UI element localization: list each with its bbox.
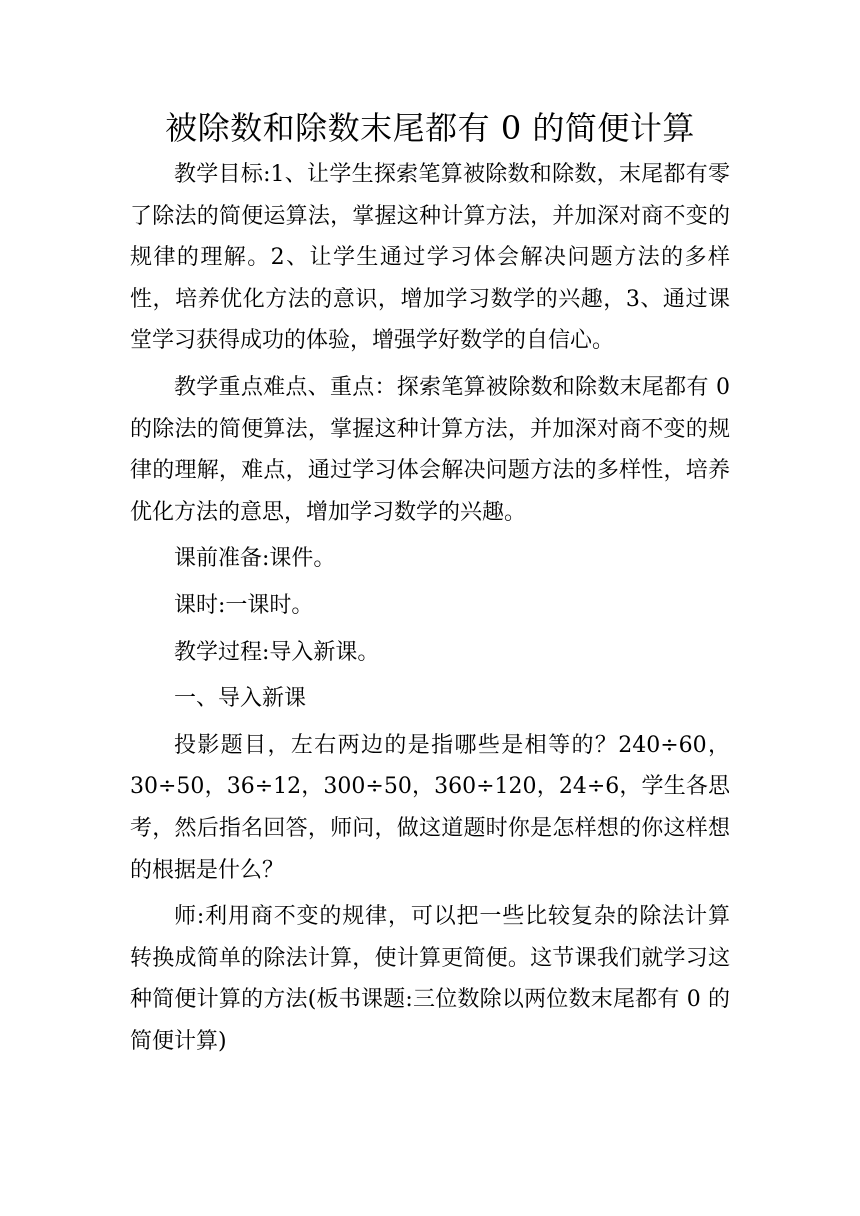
paragraph-teaching-goals: 教学目标:1、让学生探索笔算被除数和除数，末尾都有零了除法的简便运算法，掌握这种计算方法，并加深对商不变的规律的理解。2、让学生通过学习体会解决问题方法的多样性，培养优化方法的意识，增加学习数学的兴趣，3、通过课堂学习获得成功的体验，增强学好数学的自信心。 [130,162,730,354]
paragraph-teacher: 师:利用商不变的规律，可以把一些比较复杂的除法计算转换成简单的除法计算，使计算更简便。这节课我们就学习这种简便计算的方法(板书课题:三位数除以两位数末尾都有 0 的简便计算) [130,904,730,1054]
paragraph-class-hours: 课时:一课时。 [174,592,314,618]
section-heading-intro: 一、导入新课 [174,686,307,712]
paragraph-key-points: 教学重点难点、重点：探索笔算被除数和除数末尾都有 0 的除法的简便算法，掌握这种计算方法，并加深对商不变的规律的理解，难点，通过学习体会解决问题方法的多样性，培养优化方法的意思，增加学习数学的兴趣。 [130,374,730,525]
paragraph-preparation: 课前准备:课件。 [174,546,336,572]
document-page [130,104,730,1067]
document-title: 被除数和除数末尾都有 0 的简便计算 [165,109,695,147]
paragraph-projection: 投影题目，左右两边的是指哪些是相等的？240÷60，30÷50，36÷12，300÷50，360÷120，24÷6，学生各思考，然后指名回答，师问，做这道题时你是怎样想的你这样想的根据是什么？ [130,732,730,883]
paragraph-process: 教学过程:导入新课。 [174,639,380,665]
